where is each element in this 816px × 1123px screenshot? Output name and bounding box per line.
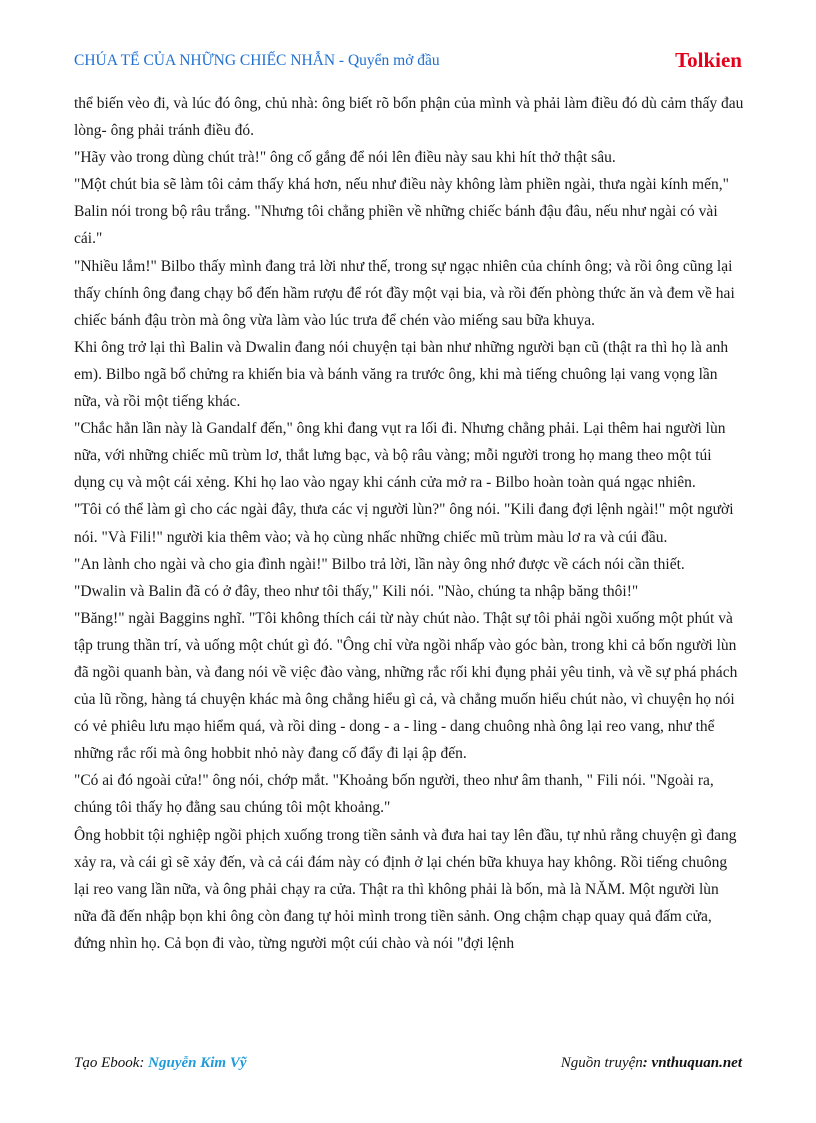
chapter-text	[74, 90, 744, 957]
paragraph: Ông hobbit tội nghiệp ngồi phịch xuống trong tiền sảnh và đưa hai tay lên đầu, tự nhủ rằng chuyện gì đang xảy ra, và cái gì sẽ xảy đến, và cả cái đám này có định ở lại chén bữa khuya hay không. Rồi tiếng chuông lại reo vang lần nữa, và ông phải chạy ra cửa. Thật ra thì không phải là bốn, mà là NĂM. Một người lùn nữa đã đến nhập bọn khi ông còn đang tự hỏi mình trong tiền sảnh. Ong chậm chạp quay quả đấm cửa, đứng nhìn họ. Cả bọn đi vào, từng người một cúi chào và nói "đợi lệnh	[74, 826, 737, 952]
page-header	[74, 48, 742, 78]
author-name: Tolkien	[675, 48, 742, 72]
paragraph: "Dwalin và Balin đã có ở đây, theo như tôi thấy," Kili nói. "Nào, chúng ta nhập băng thôi!"	[74, 582, 639, 600]
creator-name: Nguyễn Kim Vỹ	[148, 1055, 247, 1071]
ebook-credit: Tạo Ebook: Nguyễn Kim Vỹ	[74, 1055, 247, 1071]
paragraph: "Băng!" ngài Baggins nghĩ. "Tôi không thích cái từ này chút nào. Thật sự tôi phải ngồi xuống một phút và tập trung thần trí, và uống một chút gì đó. "Ông chỉ vừa ngồi nhấp vào góc bàn, trong khi cả bốn người lùn đã ngồi quanh bàn, và đang nói về việc đào vàng, những rắc rối khi đụng phải yêu tinh, và về sự phá phách của lũ rồng, hàng tá chuyện khác mà ông chẳng hiểu gì cả, và chẳng muốn hiểu chút nào, vì chuyện họ nói có vẻ phiêu lưu mạo hiểm quá, và rồi ding - dong - a - ling - dang chuông nhà ông lại reo vang, như thể những rắc rối mà ông hobbit nhỏ này đang cố đẩy đi lại ập đến.	[74, 609, 738, 763]
paragraph: "Một chút bia sẽ làm tôi cảm thấy khá hơn, nếu như điều này không làm phiền ngài, thưa ngài kính mến," Balin nói trong bộ râu trắng. "Nhưng tôi chẳng phiền về những chiếc bánh đậu đâu, nếu như ngài có vài cái."	[74, 176, 729, 248]
paragraph: "An lành cho ngài và cho gia đình ngài!" Bilbo trả lời, lần này ông nhớ được về cách nói cần thiết.	[74, 555, 685, 573]
book-title: CHÚA TỂ CỦA NHỮNG CHIẾC NHẪN - Quyển mở đầu	[74, 52, 440, 69]
paragraph: "Tôi có thể làm gì cho các ngài đây, thưa các vị người lùn?" ông nói. "Kili đang đợi lệnh ngài!" một người nói. "Và Fili!" người kia thêm vào; và họ cùng nhấc những chiếc mũ trùm màu lơ ra và cúi đầu.	[74, 501, 734, 546]
paragraph: "Chắc hẳn lần này là Gandalf đến," ông khi đang vụt ra lối đi. Nhưng chẳng phải. Lại thêm hai người lùn nữa, với những chiếc mũ trùm lơ, thắt lưng bạc, và bộ râu vàng; mỗi người trong họ mang theo một túi dụng cụ và một cái xẻng. Khi họ lao vào ngay khi cánh cửa mở ra - Bilbo hoàn toàn quá ngạc nhiên.	[74, 420, 726, 492]
paragraph: Khi ông trở lại thì Balin và Dwalin đang nói chuyện tại bàn như những người bạn cũ (thật ra thì họ là anh em). Bilbo ngã bổ chửng ra khiến bia và bánh văng ra trước ông, khi mà tiếng chuông lại vang vọng lần nữa, và rồi một tiếng khác.	[74, 338, 729, 411]
paragraph: "Nhiều lắm!" Bilbo thấy mình đang trả lời như thế, trong sự ngạc nhiên của chính ông; và rồi ông cũng lại thấy chính ông đang chạy bổ đến hầm rượu để rót đầy một vại bia, và rồi đến phòng thức ăn và đem về hai chiếc bánh đậu tròn mà ông vừa làm vào lúc trưa để chén vào miếng sau bữa khuya.	[74, 257, 735, 329]
source-credit: Nguồn truyện: vnthuquan.net	[560, 1055, 742, 1071]
paragraph: "Hãy vào trong dùng chút trà!" ông cố gắng để nói lên điều này sau khi hít thở thật sâu.	[74, 149, 616, 167]
page-footer	[74, 1055, 742, 1077]
paragraph: thể biến vèo đi, và lúc đó ông, chủ nhà: ông biết rõ bổn phận của mình và phải làm điều đó dù cảm thấy đau lòng- ông phải tránh điều đó.	[74, 95, 744, 140]
source-label: Nguồn truyện	[560, 1055, 643, 1071]
paragraph: "Có ai đó ngoài cửa!" ông nói, chớp mắt. "Khoảng bốn người, theo như âm thanh, " Fili nói. "Ngoài ra, chúng tôi thấy họ đằng sau chúng tôi một khoảng."	[74, 772, 714, 817]
creator-label: Tạo Ebook	[74, 1055, 140, 1071]
source-site: vnthuquan.net	[651, 1055, 742, 1071]
